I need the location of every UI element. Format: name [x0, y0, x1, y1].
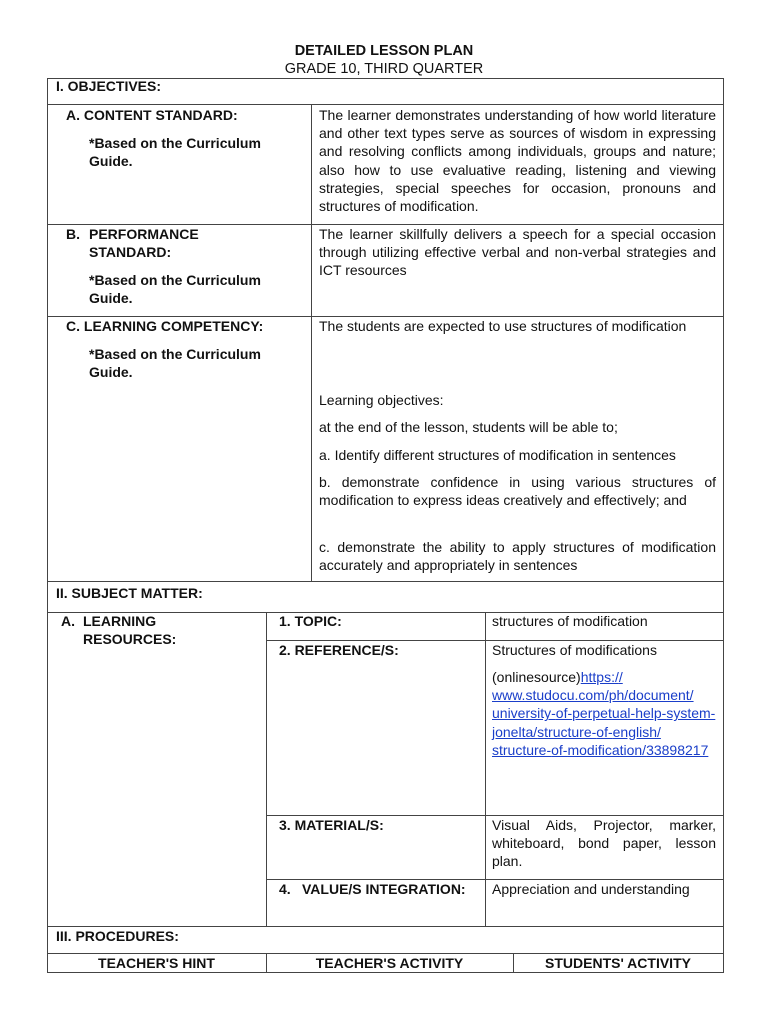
- reference-label: 2. REFERENCE/S:: [279, 642, 399, 658]
- learning-objective-b: b. demonstrate confidence in using various structures of modification to express ideas creatively and effectively; and: [319, 474, 716, 509]
- col-teachers-activity: TEACHER'S ACTIVITY: [315, 955, 464, 971]
- content-standard-note: *Based on the Curriculum Guide.: [89, 135, 261, 170]
- learning-competency-text: The students are expected to use structures of modification: [319, 318, 687, 334]
- learning-objective-c: c. demonstrate the ability to apply structures of modification accurately and appropriately in sentences: [319, 539, 716, 574]
- value-integration-label: VALUE/S INTEGRATION:: [302, 881, 466, 897]
- topic-value: structures of modification: [492, 613, 648, 629]
- content-standard-text: The learner demonstrates understanding of how world literature and other text types serve as sources of wisdom in expressing and resolving conflicts among individuals, groups and nature; also how to use evaluative reading, listening and viewing strategies, special speeches for occasion, pronouns and structures of modification.: [319, 107, 716, 215]
- learning-objective-a: a. Identify different structures of modification in sentences: [319, 447, 676, 463]
- content-standard-label: A. CONTENT STANDARD:: [66, 107, 238, 123]
- learning-objectives-title: Learning objectives:: [319, 392, 444, 408]
- page-subtitle: GRADE 10, THIRD QUARTER: [284, 61, 484, 77]
- page-title: DETAILED LESSON PLAN: [294, 43, 474, 59]
- reference-url-link[interactable]: https://www.studocu.com/ph/document/university-of-perpetual-help-system-jonelta/structure-of-english/structure-of-modification/33898217: [492, 669, 716, 758]
- material-label: 3. MATERIAL/S:: [279, 817, 384, 833]
- topic-label: 1. TOPIC:: [279, 613, 342, 629]
- objectives-heading: I. OBJECTIVES:: [56, 78, 162, 94]
- col-teachers-hint: TEACHER'S HINT: [98, 955, 215, 971]
- performance-standard-label: PERFORMANCE STANDARD:: [89, 226, 199, 261]
- material-value: Visual Aids, Projector, marker, whiteboard, bond paper, lesson plan.: [492, 817, 716, 870]
- performance-standard-text: The learner skillfully delivers a speech for a special occasion through utilizing effective verbal and non-verbal strategies and ICT resources: [319, 226, 716, 279]
- learning-competency-label: C. LEARNING COMPETENCY:: [66, 318, 264, 334]
- subject-matter-heading: II. SUBJECT MATTER:: [56, 585, 203, 601]
- value-integration-value: Appreciation and understanding: [492, 881, 690, 897]
- learning-resources-label: LEARNING RESOURCES:: [83, 613, 177, 648]
- procedures-heading: III. PROCEDURES:: [56, 928, 179, 944]
- learning-objectives-intro: at the end of the lesson, students will be able to;: [319, 419, 618, 435]
- performance-standard-note: *Based on the Curriculum Guide.: [89, 272, 261, 307]
- reference-source: (onlinesource)https://www.studocu.com/ph/document/university-of-perpetual-help-system-jonelta/structure-of-english/structure-of-modification/33898217: [492, 669, 716, 758]
- reference-value: Structures of modifications: [492, 642, 657, 658]
- learning-competency-note: *Based on the Curriculum Guide.: [89, 346, 261, 381]
- col-students-activity: STUDENTS' ACTIVITY: [545, 955, 691, 971]
